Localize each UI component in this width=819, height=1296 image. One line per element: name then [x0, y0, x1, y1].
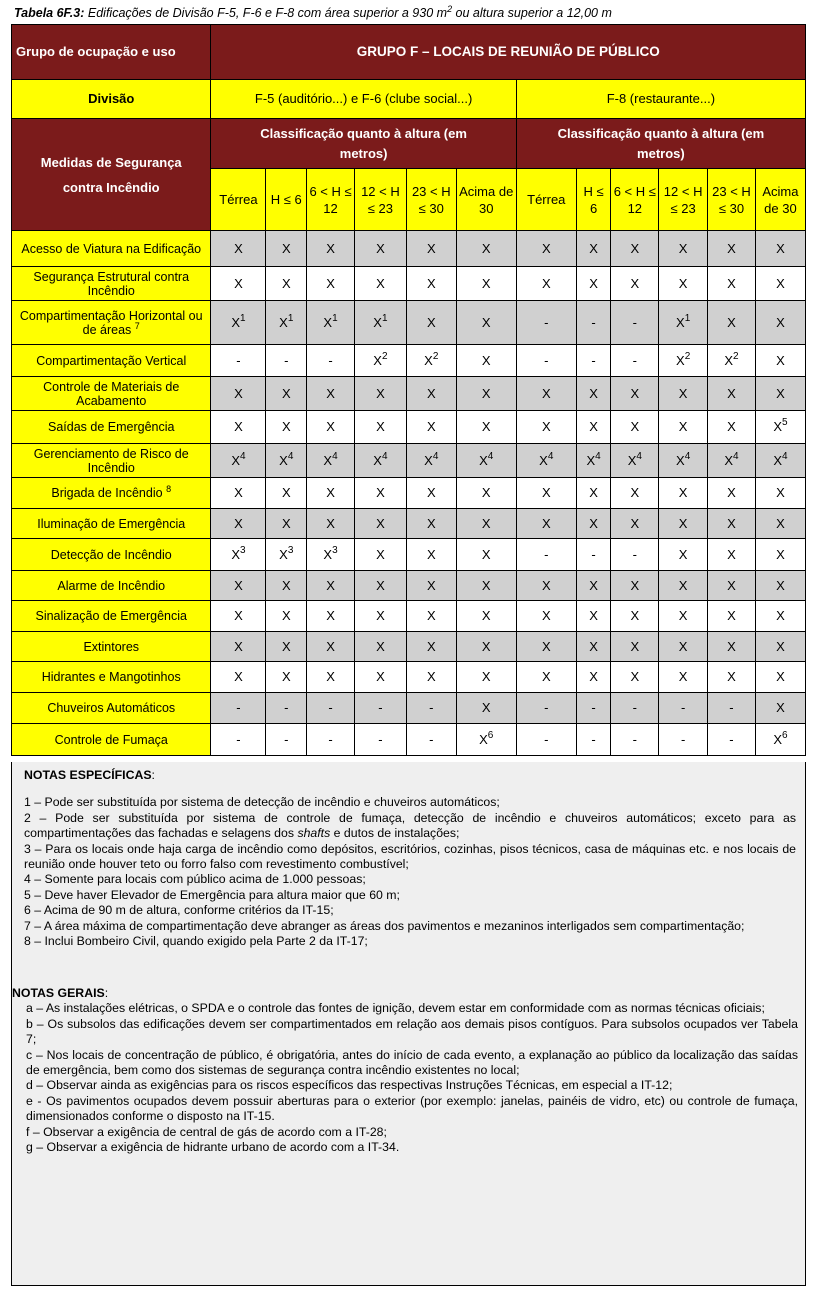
note-item: f – Observar a exigência de central de gás de acordo com a IT-28;	[26, 1124, 387, 1139]
note-item: 2 – Pode ser substituída por sistema de controle de fumaça, detecção de incêndio e chuveiros automáticos; exceto para as compartimentações das fachadas e selagens dos shafts e dutos de instalações;	[24, 810, 796, 841]
note-item: a – As instalações elétricas, o SPDA e o controle das fontes de ignição, devem estar em conformidade com as normas técnicas oficiais;	[26, 1001, 765, 1016]
note-item: 5 – Deve haver Elevador de Emergência para altura maior que 60 m;	[24, 887, 400, 902]
cell-value: -	[266, 724, 307, 756]
cell-value: X	[211, 632, 266, 662]
cell-value: X	[611, 267, 659, 301]
cell-value: X	[456, 539, 516, 571]
cell-value: X	[211, 411, 266, 444]
cell-value: X	[659, 539, 708, 571]
note-item: 3 – Para os locais onde haja carga de incêndio como depósitos, escritórios, cozinhas, pisos técnicos, casa de máquinas etc. e nos locais de reunião onde houver teto ou forro falso com revestimento combustível;	[24, 841, 796, 872]
cell-value: X	[755, 571, 805, 601]
cell-value: -	[266, 693, 307, 724]
cell-value: X	[516, 478, 576, 509]
cell-value: X	[708, 377, 756, 411]
cell-value: X	[708, 231, 756, 267]
cell-value: X	[659, 509, 708, 539]
cell-value: X	[516, 662, 576, 693]
cell-value: -	[659, 693, 708, 724]
measure-name: Extintores	[83, 639, 140, 654]
measure-label	[12, 231, 211, 267]
cell-value: -	[611, 301, 659, 345]
cell-value: X	[307, 478, 355, 509]
cell-value: X	[354, 509, 406, 539]
cell-value: $X^3$	[211, 539, 266, 571]
measure-label	[12, 377, 211, 411]
cell-value: -	[659, 724, 708, 756]
cell-value: X	[576, 231, 611, 267]
measure-name: Chuveiros Automáticos	[47, 701, 176, 715]
cell-value: -	[406, 693, 456, 724]
cell-value: X	[708, 478, 756, 509]
division-f5-f6: F-5 (auditório...) e F-6 (clube social...)	[211, 80, 516, 119]
cell-value: X	[307, 571, 355, 601]
measure-name: Sinalização de Emergência	[35, 609, 187, 623]
cell-value: X	[456, 267, 516, 301]
cell-value: X	[406, 539, 456, 571]
cell-value: $X^4$	[576, 444, 611, 478]
cell-value: X	[266, 478, 307, 509]
cell-value: X	[406, 231, 456, 267]
cell-value: $X^4$	[659, 444, 708, 478]
cell-value: X	[708, 301, 756, 345]
cell-value: X	[755, 601, 805, 632]
cell-value: X	[516, 571, 576, 601]
cell-value: X	[611, 231, 659, 267]
cell-value: X	[708, 509, 756, 539]
cell-value: -	[307, 693, 355, 724]
height-col-9: 6 < H ≤ 12	[611, 169, 659, 231]
cell-value: X	[456, 478, 516, 509]
cell-value: X	[354, 267, 406, 301]
caption-text: Edificações de Divisão F-5, F-6 e F-8 com área superior a 930 m	[84, 6, 448, 21]
cell-value: -	[516, 693, 576, 724]
cell-value: X	[266, 632, 307, 662]
cell-value: -	[576, 539, 611, 571]
cell-value: X	[211, 571, 266, 601]
cell-value: $X^6$	[755, 724, 805, 756]
cell-value: X	[516, 632, 576, 662]
cell-value: X	[211, 377, 266, 411]
cell-value: X	[354, 411, 406, 444]
group-label: Grupo de ocupação e uso	[12, 25, 211, 80]
cell-value: X	[354, 377, 406, 411]
height-col-6: Acima de 30	[456, 169, 516, 231]
measure-name: Brigada de Incêndio	[51, 486, 163, 500]
note-item: g – Observar a exigência de hidrante urbano de acordo com a IT-34.	[26, 1140, 400, 1155]
table-row	[12, 509, 806, 539]
measure-label	[12, 724, 211, 756]
measure-name: Controle de Materiais de Acabamento	[43, 379, 180, 408]
cell-value: X	[755, 539, 805, 571]
cell-value: X	[266, 509, 307, 539]
cell-value: X	[755, 345, 805, 377]
note-item: 4 – Somente para locais com público acima de 1.000 pessoas;	[24, 872, 366, 887]
cell-value: -	[211, 345, 266, 377]
cell-value: X	[659, 478, 708, 509]
measure-name: Detecção de Incêndio	[50, 547, 172, 562]
measure-label	[12, 345, 211, 377]
cell-value: X	[659, 662, 708, 693]
cell-value: X	[307, 632, 355, 662]
cell-value: $X^4$	[708, 444, 756, 478]
cell-value: $X^1$	[266, 301, 307, 345]
cell-value: X	[211, 231, 266, 267]
cell-value: X	[354, 231, 406, 267]
cell-value: X	[755, 632, 805, 662]
note-item: 6 – Acima de 90 m de altura, conforme critérios da IT-15;	[24, 903, 334, 918]
cell-value: -	[516, 301, 576, 345]
cell-value: X	[406, 662, 456, 693]
cell-value: X	[708, 571, 756, 601]
cell-value: $X^6$	[456, 724, 516, 756]
cell-value: X	[755, 478, 805, 509]
cell-value: X	[307, 601, 355, 632]
cell-value: X	[266, 411, 307, 444]
measure-label	[12, 301, 211, 345]
cell-value: $X^3$	[307, 539, 355, 571]
cell-value: -	[576, 345, 611, 377]
measure-name: Gerenciamento de Risco de Incêndio	[33, 446, 189, 475]
cell-value: $X^4$	[307, 444, 355, 478]
table-row	[12, 662, 806, 693]
measure-name: Alarme de Incêndio	[57, 578, 166, 593]
cell-value: X	[659, 411, 708, 444]
cell-value: X	[611, 478, 659, 509]
cell-value: X	[354, 478, 406, 509]
cell-value: X	[708, 539, 756, 571]
cell-value: $X^2$	[406, 345, 456, 377]
measure-label	[12, 539, 211, 571]
note-item: 1 – Pode ser substituída por sistema de detecção de incêndio e chuveiros automáticos;	[24, 795, 500, 810]
cell-value: X	[456, 662, 516, 693]
cell-value: X	[406, 601, 456, 632]
cell-value: X	[755, 662, 805, 693]
height-col-10: 12 < H ≤ 23	[659, 169, 708, 231]
cell-value: X	[659, 267, 708, 301]
cell-value: X	[576, 478, 611, 509]
cell-value: $X^4$	[755, 444, 805, 478]
measure-note-ref: 7	[134, 320, 140, 331]
cell-value: $X^4$	[516, 444, 576, 478]
division-label: Divisão	[12, 80, 211, 119]
cell-value: -	[708, 724, 756, 756]
specific-notes-title: NOTAS ESPECÍFICAS	[24, 768, 152, 782]
note-item: e - Os pavimentos ocupados devem possuir aberturas para o exterior (por exemplo: janelas, painéis de vidro, etc) ou controle de fumaça, dimensionados conforme o disposto na IT-15.	[26, 1093, 798, 1124]
note-item: c – Nos locais de concentração de público, é obrigatória, antes do início de cada evento, a explanação ao público da localização das saídas de emergência, bem como dos sistemas de segurança contra incêndio existentes no local;	[26, 1047, 798, 1078]
cell-value: $X^1$	[211, 301, 266, 345]
cell-value: X	[211, 662, 266, 693]
measure-label	[12, 509, 211, 539]
cell-value: X	[307, 231, 355, 267]
cell-value: X	[456, 632, 516, 662]
cell-value: $X^3$	[266, 539, 307, 571]
cell-value: X	[406, 478, 456, 509]
cell-value: X	[576, 632, 611, 662]
table-row	[12, 478, 806, 509]
cell-value: X	[456, 693, 516, 724]
cell-value: X	[576, 571, 611, 601]
cell-value: X	[354, 632, 406, 662]
cell-value: X	[659, 231, 708, 267]
cell-value: X	[406, 632, 456, 662]
note-item: 8 – Inclui Bombeiro Civil, quando exigido pela Parte 2 da IT-17;	[24, 934, 368, 949]
cell-value: -	[307, 345, 355, 377]
cell-value: X	[611, 377, 659, 411]
height-col-1: Térrea	[211, 169, 266, 231]
cell-value: X	[456, 377, 516, 411]
cell-value: X	[406, 411, 456, 444]
cell-value: -	[708, 693, 756, 724]
general-notes: NOTAS GERAIS: a – As instalações elétricas, o SPDA e o controle das fontes de ignição, devem estar em conformidade com as normas técnicas oficiais; b – Os subsolos das edificações devem ser compartimentados em relação aos demais pisos contíguos. Para subsolos ocupados ver Tabela 7; c – Nos locais de concentração de público, é obrigatória, antes do início de cada evento, a explanação ao público da localização das saídas de emergência, bem como dos sistemas de segurança contra incêndio existentes no local; d – Observar ainda as exigências para os riscos específicos das respectivas Instruções Técnicas, em especial a IT-12; e - Os pavimentos ocupados devem possuir aberturas para o exterior (por exemplo: janelas, painéis de vidro, etc) ou controle de fumaça, dimensionados conforme o disposto na IT-15. f – Observar a exigência de central de gás de acordo com a IT-28; g – Observar a exigência de hidrante urbano de acordo com a IT-34.	[12, 986, 798, 1155]
cell-value: X	[659, 571, 708, 601]
cell-value: X	[708, 601, 756, 632]
cell-value: X	[211, 509, 266, 539]
measure-name: Controle de Fumaça	[54, 732, 168, 747]
cell-value: X	[456, 231, 516, 267]
cell-value: -	[211, 724, 266, 756]
group-value: GRUPO F – LOCAIS DE REUNIÃO DE PÚBLICO	[211, 25, 806, 80]
measure-name: Hidrantes e Mangotinhos	[41, 670, 181, 684]
measure-name: Saídas de Emergência	[48, 420, 175, 434]
cell-value: X	[611, 632, 659, 662]
height-col-12: Acima de 30	[755, 169, 805, 231]
cell-value: -	[516, 539, 576, 571]
measure-label	[12, 632, 211, 662]
measure-note-ref: 8	[166, 484, 172, 494]
table-row	[12, 632, 806, 662]
measure-label	[12, 411, 211, 444]
cell-value: X	[576, 377, 611, 411]
note-item: d – Observar ainda as exigências para os riscos específicos das respectivas Instruções Técnicas, em especial a IT-12;	[26, 1078, 673, 1093]
cell-value: X	[576, 662, 611, 693]
cell-value: X	[611, 601, 659, 632]
cell-value: X	[456, 411, 516, 444]
cell-value: X	[611, 411, 659, 444]
height-col-8: H ≤ 6	[576, 169, 611, 231]
cell-value: X	[755, 377, 805, 411]
fire-safety-table	[11, 24, 806, 756]
height-col-3: 6 < H ≤ 12	[307, 169, 355, 231]
division-f8: F-8 (restaurante...)	[516, 80, 805, 119]
cell-value: X	[516, 509, 576, 539]
table-row	[12, 231, 806, 267]
cell-value: X	[611, 509, 659, 539]
measure-name: Segurança Estrutural contra Incêndio	[33, 269, 190, 298]
cell-value: -	[354, 693, 406, 724]
cell-value: X	[211, 601, 266, 632]
cell-value: X	[266, 571, 307, 601]
cell-value: -	[576, 693, 611, 724]
cell-value: -	[611, 693, 659, 724]
cell-value: X	[659, 377, 708, 411]
cell-value: $X^4$	[611, 444, 659, 478]
measures-label: Medidas de Segurança contra Incêndio	[12, 119, 211, 231]
cell-value: $X^2$	[659, 345, 708, 377]
cell-value: X	[576, 267, 611, 301]
measure-label	[12, 478, 211, 509]
caption-label: Tabela 6F.3:	[14, 6, 85, 21]
cell-value: -	[516, 345, 576, 377]
cell-value: X	[211, 267, 266, 301]
cell-value: -	[307, 724, 355, 756]
cell-value: X	[266, 662, 307, 693]
cell-value: X	[266, 601, 307, 632]
cell-value: X	[755, 509, 805, 539]
cell-value: X	[406, 301, 456, 345]
cell-value: X	[406, 267, 456, 301]
cell-value: -	[611, 724, 659, 756]
cell-value: X	[406, 571, 456, 601]
cell-value: $X^4$	[266, 444, 307, 478]
measure-label	[12, 444, 211, 478]
height-col-4: 12 < H ≤ 23	[354, 169, 406, 231]
table-row	[12, 267, 806, 301]
measure-label	[12, 571, 211, 601]
measure-label	[12, 267, 211, 301]
cell-value: -	[516, 724, 576, 756]
cell-value: $X^4$	[211, 444, 266, 478]
cell-value: X	[307, 411, 355, 444]
table-row	[12, 345, 806, 377]
caption-sup: 2	[447, 4, 453, 14]
cell-value: X	[755, 231, 805, 267]
cell-value: $X^1$	[354, 301, 406, 345]
table-row	[12, 693, 806, 724]
cell-value: X	[354, 601, 406, 632]
cell-value: X	[576, 411, 611, 444]
cell-value: X	[266, 267, 307, 301]
table-row	[12, 377, 806, 411]
cell-value: X	[354, 539, 406, 571]
cell-value: $X^4$	[456, 444, 516, 478]
cell-value: $X^2$	[354, 345, 406, 377]
cell-value: X	[406, 509, 456, 539]
cell-value: X	[516, 267, 576, 301]
height-col-5: 23 < H ≤ 30	[406, 169, 456, 231]
table-row	[12, 444, 806, 478]
measure-name: Iluminação de Emergência	[37, 516, 186, 531]
cell-value: X	[406, 377, 456, 411]
measure-label	[12, 601, 211, 632]
cell-value: X	[516, 231, 576, 267]
note-item: b – Os subsolos das edificações devem ser compartimentados em relação aos demais pisos contíguos. Para subsolos ocupados ver Tabela 7;	[26, 1016, 798, 1047]
cell-value: -	[576, 724, 611, 756]
table-row	[12, 571, 806, 601]
cell-value: X	[516, 411, 576, 444]
cell-value: X	[456, 601, 516, 632]
cell-value: X	[708, 411, 756, 444]
cell-value: X	[211, 478, 266, 509]
cell-value: -	[611, 539, 659, 571]
cell-value: X	[307, 509, 355, 539]
cell-value: X	[354, 571, 406, 601]
cell-value: X	[708, 267, 756, 301]
table-row	[12, 539, 806, 571]
cell-value: -	[211, 693, 266, 724]
cell-value: $X^1$	[659, 301, 708, 345]
cell-value: X	[307, 662, 355, 693]
table-row	[12, 724, 806, 756]
cell-value: X	[755, 267, 805, 301]
table-row	[12, 301, 806, 345]
table-row	[12, 601, 806, 632]
cell-value: X	[611, 571, 659, 601]
cell-value: X	[307, 267, 355, 301]
caption-text-2: ou altura superior a 12,00 m	[452, 6, 612, 21]
cell-value: $X^4$	[406, 444, 456, 478]
cell-value: X	[456, 571, 516, 601]
cell-value: X	[456, 345, 516, 377]
cell-value: X	[516, 377, 576, 411]
measure-label	[12, 662, 211, 693]
specific-notes: NOTAS ESPECÍFICAS: 1 – Pode ser substituída por sistema de detecção de incêndio e chuveiros automáticos; 2 – Pode ser substituída por sistema de controle de fumaça, detecção de incêndio e chuveiros automáticos; exceto para as compartimentações das fachadas e selagens dos shafts e dutos de instalações; 3 – Para os locais onde haja carga de incêndio como depósitos, escritórios, cozinhas, pisos técnicos, casa de máquinas etc. e nos locais de reunião onde houver teto ou forro falso com revestimento combustível; 4 – Somente para locais com público acima de 1.000 pessoas; 5 – Deve haver Elevador de Emergência para altura maior que 60 m; 6 – Acima de 90 m de altura, conforme critérios da IT-15; 7 – A área máxima de compartimentação deve abranger as áreas dos pavimentos e mezaninos interligados sem compartimentação; 8 – Inclui Bombeiro Civil, quando exigido pela Parte 2 da IT-17;	[24, 768, 796, 949]
cell-value: -	[576, 301, 611, 345]
cell-value: X	[266, 377, 307, 411]
measure-name: Compartimentação Vertical	[36, 353, 187, 368]
cell-value: $X^4$	[354, 444, 406, 478]
cell-value: -	[266, 345, 307, 377]
classification-a: Classificação quanto à altura (em metros)	[211, 119, 516, 169]
cell-value: X	[708, 632, 756, 662]
cell-value: X	[456, 301, 516, 345]
general-notes-title: NOTAS GERAIS	[12, 986, 105, 1000]
cell-value: X	[659, 632, 708, 662]
height-col-7: Térrea	[516, 169, 576, 231]
cell-value: X	[456, 509, 516, 539]
measure-name: Acesso de Viatura na Edificação	[21, 241, 202, 256]
height-col-2: H ≤ 6	[266, 169, 307, 231]
classification-b: Classificação quanto à altura (em metros)	[516, 119, 805, 169]
cell-value: X	[708, 662, 756, 693]
cell-value: X	[755, 301, 805, 345]
cell-value: X	[576, 509, 611, 539]
cell-value: X	[755, 693, 805, 724]
cell-value: X	[659, 601, 708, 632]
cell-value: -	[354, 724, 406, 756]
cell-value: $X^1$	[307, 301, 355, 345]
notes-panel	[11, 762, 806, 1286]
cell-value: X	[266, 231, 307, 267]
cell-value: X	[307, 377, 355, 411]
cell-value: -	[611, 345, 659, 377]
measure-name: Compartimentação Horizontal ou de áreas	[19, 308, 203, 337]
note-item: 7 – A área máxima de compartimentação deve abranger as áreas dos pavimentos e mezaninos interligados sem compartimentação;	[24, 918, 745, 933]
cell-value: $X^2$	[708, 345, 756, 377]
cell-value: -	[406, 724, 456, 756]
measure-label	[12, 693, 211, 724]
cell-value: X	[516, 601, 576, 632]
height-col-11: 23 < H ≤ 30	[708, 169, 756, 231]
cell-value: X	[611, 662, 659, 693]
table-caption	[14, 4, 612, 24]
table-row	[12, 411, 806, 444]
cell-value: $X^5$	[755, 411, 805, 444]
cell-value: X	[354, 662, 406, 693]
cell-value: X	[576, 601, 611, 632]
